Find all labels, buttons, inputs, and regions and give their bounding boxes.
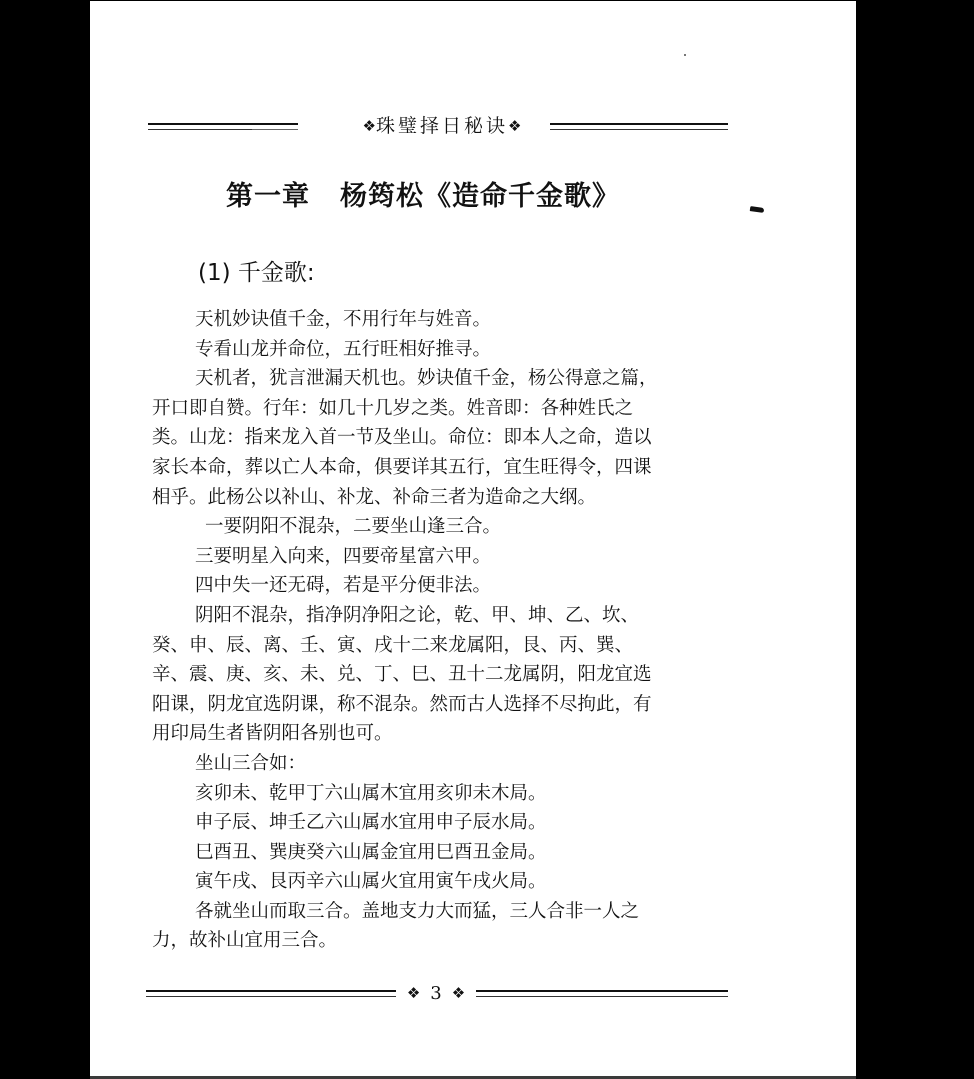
running-title xyxy=(334,113,550,139)
text-line: 一要阴阳不混杂，二要坐山逢三合。 xyxy=(205,516,502,538)
scan-mark xyxy=(750,206,765,213)
knot-ornament-icon: ❖ xyxy=(406,984,421,1002)
text-line: 用印局生者皆阴阳各别也可。 xyxy=(152,723,393,745)
text-line: 阴阳不混杂，指净阴净阳之论，乾、甲、坤、乙、坎、 xyxy=(195,604,640,626)
chapter-label: 第一章 xyxy=(226,181,310,212)
book-title: 珠璧择日秘诀 xyxy=(375,115,508,137)
text-line: 癸、申、辰、离、壬、寅、戌十二来龙属阳，艮、丙、巽、 xyxy=(152,634,634,656)
section-heading: (1) 千金歌: xyxy=(198,260,315,286)
footer-center xyxy=(396,979,476,1008)
text-line: 类。山龙：指来龙入首一节及坐山。命位：即本人之命，造以 xyxy=(152,427,652,449)
running-header xyxy=(148,113,730,139)
text-line: 坐山三合如： xyxy=(195,752,307,774)
text-line: 各就坐山而取三合。盖地支力大而猛，三人合非一人之 xyxy=(195,900,640,922)
knot-ornament-icon: ❖ xyxy=(508,117,522,135)
text-line: 四中失一还无碍，若是平分便非法。 xyxy=(195,575,492,597)
book-page xyxy=(90,1,856,1076)
knot-ornament-icon: ❖ xyxy=(362,117,376,135)
page-footer xyxy=(146,979,728,1007)
text-line: 家长本命，葬以亡人本命，俱要详其五行，宜生旺得令，四课 xyxy=(152,456,652,478)
text-line: 亥卯未、乾甲丁六山属木宜用亥卯未木局。 xyxy=(195,782,547,804)
page-number: 3 xyxy=(430,983,442,1004)
header-rule-right xyxy=(550,123,728,130)
text-line: 寅午戌、艮丙辛六山属火宜用寅午戌火局。 xyxy=(195,871,547,893)
text-line: 力，故补山宜用三合。 xyxy=(152,930,338,952)
text-line: 专看山龙并命位，五行旺相好推寻。 xyxy=(195,338,492,360)
text-line: 相乎。此杨公以补山、补龙、补命三者为造命之大纲。 xyxy=(152,486,597,508)
knot-ornament-icon: ❖ xyxy=(451,984,466,1002)
text-line: 三要明星入向来，四要帝星富六甲。 xyxy=(195,545,492,567)
chapter-title-text: 杨筠松《造命千金歌》 xyxy=(340,181,620,212)
text-line: 申子辰、坤壬乙六山属水宜用申子辰水局。 xyxy=(195,812,547,834)
footer-rule-left xyxy=(146,990,396,997)
footer-rule-right xyxy=(476,990,728,997)
text-line: 天机者，犹言泄漏天机也。妙诀值千金，杨公得意之篇， xyxy=(195,368,658,390)
header-rule-left-segment xyxy=(252,123,298,130)
body-text xyxy=(152,305,714,956)
text-line: 辛、震、庚、亥、未、兑、丁、巳、丑十二龙属阴，阳龙宜选 xyxy=(152,664,652,686)
text-line: 阳课，阴龙宜选阴课，称不混杂。然而古人选择不尽拘此，有 xyxy=(152,693,652,715)
chapter-heading xyxy=(226,177,666,217)
scan-speck xyxy=(684,54,686,56)
text-line: 巳酉丑、巽庚癸六山属金宜用巳酉丑金局。 xyxy=(195,841,547,863)
text-line: 天机妙诀值千金，不用行年与姓音。 xyxy=(195,309,492,330)
header-rule-left xyxy=(148,123,258,130)
text-line: 开口即自赞。行年：如几十几岁之类。姓音即：各种姓氏之 xyxy=(152,397,634,419)
